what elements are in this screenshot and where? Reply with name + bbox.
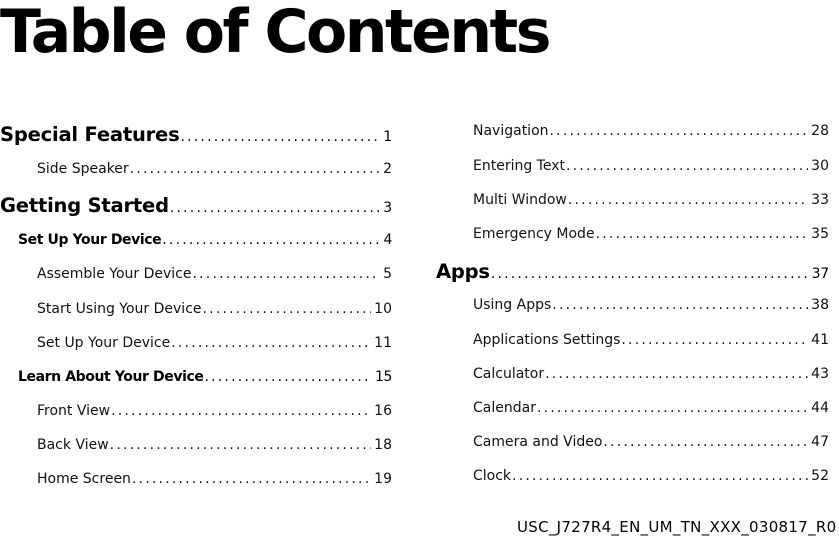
toc-entry-page: 16 — [374, 403, 392, 419]
toc-entry-clock[interactable] — [473, 468, 829, 484]
toc-entry-page: 44 — [811, 400, 829, 416]
toc-entry-label: Set Up Your Device — [18, 232, 162, 248]
toc-entry-page: 28 — [811, 123, 829, 139]
toc-dot-leader — [603, 434, 808, 450]
toc-entry-special-features[interactable] — [0, 123, 392, 146]
toc-entry-page: 11 — [374, 335, 392, 351]
toc-entry-page: 35 — [811, 226, 829, 242]
toc-entry-label: Clock — [473, 468, 512, 484]
toc-entry-front-view[interactable] — [37, 403, 392, 419]
toc-entry-using-apps[interactable] — [473, 297, 829, 313]
document-id: USC_J727R4_EN_UM_TN_XXX_030817_R0 — [517, 518, 837, 536]
toc-entry-learn-about-your-device[interactable] — [18, 369, 392, 385]
toc-dot-leader — [130, 161, 380, 177]
toc-entry-label: Navigation — [473, 123, 549, 139]
toc-entry-label: Apps — [436, 260, 490, 283]
toc-entry-assemble-your-device[interactable] — [37, 266, 392, 282]
toc-entry-label: Entering Text — [473, 158, 565, 174]
toc-entry-label: Camera and Video — [473, 434, 603, 450]
toc-entry-page: 41 — [811, 332, 829, 348]
toc-entry-page: 15 — [374, 369, 392, 385]
toc-dot-leader — [170, 200, 380, 216]
toc-dot-leader — [192, 266, 380, 282]
toc-entry-label: Side Speaker — [37, 161, 129, 177]
toc-entry-page: 19 — [374, 471, 392, 487]
toc-dot-leader — [550, 123, 809, 139]
toc-entry-label: Learn About Your Device — [18, 369, 204, 385]
toc-dot-leader — [545, 366, 808, 382]
toc-entry-label: Using Apps — [473, 297, 552, 313]
toc-entry-calendar[interactable] — [473, 400, 829, 416]
toc-dot-leader — [621, 332, 808, 348]
toc-dot-leader — [537, 400, 808, 416]
toc-entry-label: Set Up Your Device — [37, 335, 171, 351]
toc-dot-leader — [111, 403, 371, 419]
toc-dot-leader — [203, 301, 372, 317]
toc-entry-label: Calendar — [473, 400, 536, 416]
toc-entry-getting-started[interactable] — [0, 194, 392, 217]
toc-dot-leader — [491, 266, 809, 282]
toc-entry-home-screen[interactable] — [37, 471, 392, 487]
toc-entry-page: 47 — [811, 434, 829, 450]
toc-entry-label: Back View — [37, 437, 109, 453]
toc-dot-leader — [568, 192, 808, 208]
toc-entry-page: 43 — [811, 366, 829, 382]
toc-entry-label: Assemble Your Device — [37, 266, 192, 282]
toc-entry-label: Emergency Mode — [473, 226, 595, 242]
toc-entry-label: Home Screen — [37, 471, 131, 487]
toc-entry-page: 2 — [383, 161, 392, 177]
toc-entry-page: 10 — [374, 301, 392, 317]
toc-entry-set-up-your-device-section[interactable] — [18, 232, 392, 248]
toc-entry-entering-text[interactable] — [473, 158, 829, 174]
page-title: Table of Contents — [0, 0, 549, 67]
toc-entry-label: Multi Window — [473, 192, 567, 208]
toc-dot-leader — [596, 226, 809, 242]
toc-entry-multi-window[interactable] — [473, 192, 829, 208]
toc-entry-start-using-your-device[interactable] — [37, 301, 392, 317]
toc-dot-leader — [552, 297, 808, 313]
toc-entry-apps[interactable] — [436, 260, 829, 283]
toc-dot-leader — [512, 468, 808, 484]
toc-entry-label: Start Using Your Device — [37, 301, 202, 317]
toc-entry-side-speaker[interactable] — [37, 161, 392, 177]
toc-entry-label: Special Features — [0, 123, 180, 146]
toc-entry-page: 4 — [383, 232, 392, 248]
toc-dot-leader — [180, 129, 380, 145]
toc-entry-page: 30 — [811, 158, 829, 174]
toc-entry-page: 52 — [811, 468, 829, 484]
toc-entry-emergency-mode[interactable] — [473, 226, 829, 242]
toc-entry-set-up-your-device-topic[interactable] — [37, 335, 392, 351]
toc-entry-label: Getting Started — [0, 194, 169, 217]
toc-entry-page: 38 — [811, 297, 829, 313]
toc-entry-page: 18 — [374, 437, 392, 453]
toc-entry-page: 5 — [383, 266, 392, 282]
toc-entry-camera-and-video[interactable] — [473, 434, 829, 450]
toc-entry-navigation[interactable] — [473, 123, 829, 139]
toc-entry-applications-settings[interactable] — [473, 332, 829, 348]
toc-entry-back-view[interactable] — [37, 437, 392, 453]
toc-entry-page: 1 — [383, 129, 392, 145]
toc-entry-page: 33 — [811, 192, 829, 208]
toc-dot-leader — [132, 471, 371, 487]
toc-dot-leader — [110, 437, 372, 453]
toc-entry-page: 3 — [383, 200, 392, 216]
toc-dot-leader — [162, 232, 380, 248]
toc-entry-label: Calculator — [473, 366, 545, 382]
toc-dot-leader — [204, 369, 372, 385]
toc-entry-label: Applications Settings — [473, 332, 621, 348]
toc-entry-calculator[interactable] — [473, 366, 829, 382]
toc-entry-page: 37 — [811, 266, 829, 282]
toc-entry-label: Front View — [37, 403, 111, 419]
toc-dot-leader — [171, 335, 371, 351]
toc-dot-leader — [566, 158, 808, 174]
